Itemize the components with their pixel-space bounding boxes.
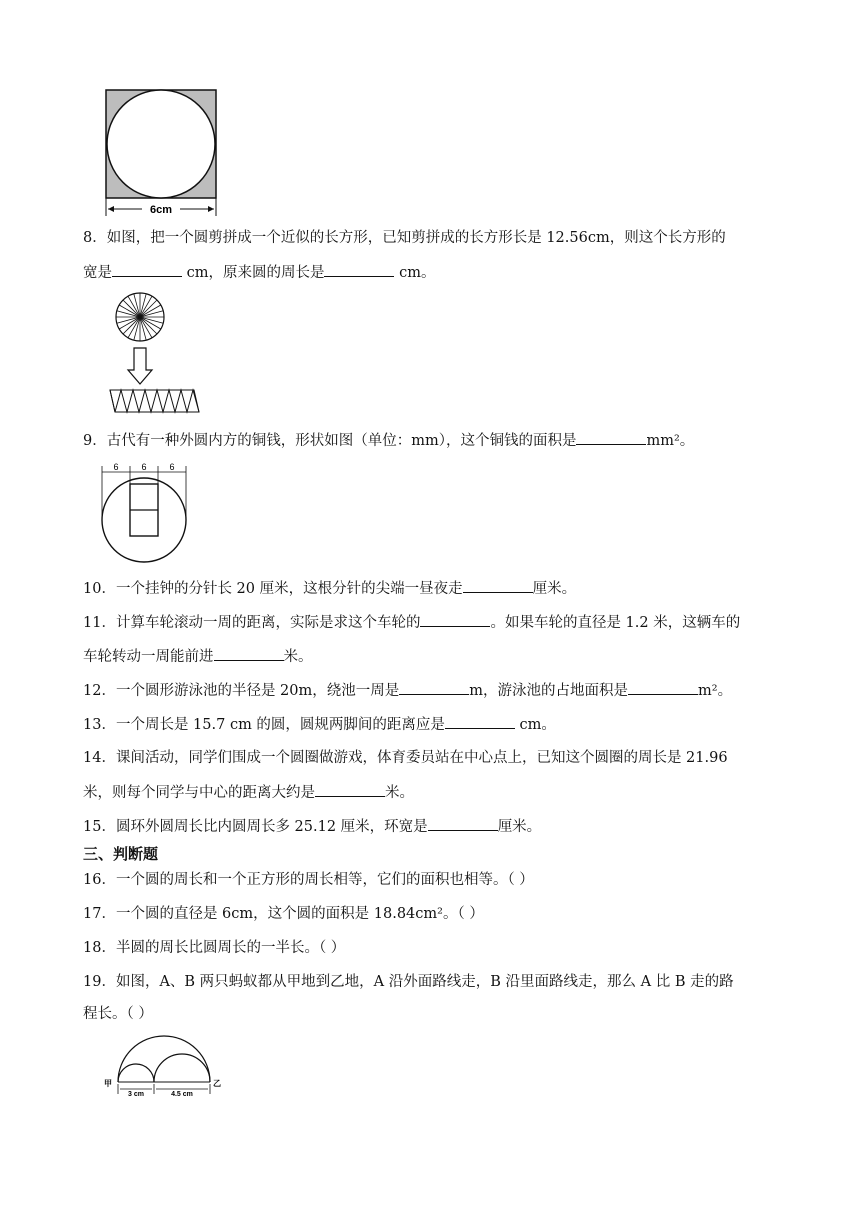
q10-text: 10．一个挂钟的分针长 20 厘米，这根分针的尖端一昼夜走 <box>83 581 463 597</box>
figure-circle-to-rectangle <box>100 292 210 416</box>
dim-label-right: 6 <box>169 462 175 472</box>
q10-line <box>83 578 576 599</box>
q17-line: 17．一个圆的直径是 6cm，这个圆的面积是 18.84cm²。（ ） <box>83 906 484 922</box>
label-seg-4-5cm: 4.5 cm <box>171 1091 193 1098</box>
label-start-jia: 甲 <box>104 1079 112 1088</box>
q13-answer-blank[interactable] <box>445 714 515 729</box>
q9-line <box>83 430 694 451</box>
q11-answer-blank-2[interactable] <box>214 646 284 661</box>
q11-text-c: 车轮转动一周能前进 <box>83 649 214 665</box>
q10-answer-blank[interactable] <box>463 578 533 593</box>
q11-line2 <box>83 646 313 667</box>
q9-unit: mm²。 <box>646 433 695 449</box>
figure-semicircle-paths <box>100 1030 222 1098</box>
q14-line1: 14．课间活动，同学们围成一个圆圈做游戏，体育委员站在中心点上，已知这个圆圈的周长是 21.96 <box>83 750 728 766</box>
q12-line <box>83 680 732 701</box>
section-heading: 三、判断题 <box>83 845 159 863</box>
q11-text-d: 米。 <box>283 649 313 665</box>
q12-answer-blank-2[interactable] <box>628 680 698 695</box>
dim-label-middle: 6 <box>141 462 147 472</box>
q9-text: 9．古代有一种外圆内方的铜钱，形状如图（单位：mm），这个铜钱的面积是 <box>83 433 577 449</box>
q8-answer-blank-circumference[interactable] <box>324 262 394 277</box>
q19-line2: 程长。（ ） <box>83 1006 153 1022</box>
q9-answer-blank[interactable] <box>576 430 646 445</box>
q8-answer-blank-width[interactable] <box>112 262 182 277</box>
q13-line <box>83 714 556 735</box>
q8-text-a: 宽是 <box>83 265 112 281</box>
label-seg-3cm: 3 cm <box>128 1091 144 1098</box>
q14-text-a: 米，则每个同学与中心的距离大约是 <box>83 785 315 801</box>
q8-line1: 8．如图，把一个圆剪拼成一个近似的长方形，已知剪拼成的长方形长是 12.56cm，则这个长方形的 <box>83 230 726 246</box>
q8-text-c: cm。 <box>394 265 436 281</box>
q8-text-b: cm，原来圆的周长是 <box>182 265 325 281</box>
q14-answer-blank[interactable] <box>315 782 385 797</box>
q12-text-a: 12．一个圆形游泳池的半径是 20m，绕池一周是 <box>83 683 400 699</box>
dim-label-6cm: 6cm <box>149 204 173 216</box>
label-end-yi: 乙 <box>213 1079 221 1088</box>
q14-text-b: 米。 <box>385 785 414 801</box>
q11-answer-blank-1[interactable] <box>420 612 490 627</box>
q8-line2 <box>83 262 435 283</box>
q13-text-b: cm。 <box>514 717 556 733</box>
q15-text-b: 厘米。 <box>497 819 542 835</box>
q12-answer-blank-1[interactable] <box>399 680 469 695</box>
q11-text-b: 。如果车轮的直径是 1.2 米，这辆车的 <box>490 615 741 631</box>
figure-coin <box>96 460 192 566</box>
q11-line1 <box>83 612 740 633</box>
q14-line2 <box>83 782 414 803</box>
q16-line: 16．一个圆的周长和一个正方形的周长相等，它们的面积也相等。（ ） <box>83 872 534 888</box>
q15-answer-blank[interactable] <box>428 816 498 831</box>
q10-unit: 厘米。 <box>532 581 577 597</box>
q11-text-a: 11．计算车轮滚动一周的距离，实际是求这个车轮的 <box>83 615 421 631</box>
q12-text-b: m，游泳池的占地面积是 <box>469 683 629 699</box>
q19-line1: 19．如图，A、B 两只蚂蚁都从甲地到乙地，A 沿外面路线走，B 沿里面路线走，那么 A 比 B 走的路 <box>83 974 734 990</box>
figure-circle-in-square <box>100 86 224 218</box>
q12-text-c: m²。 <box>698 683 733 699</box>
q18-line: 18．半圆的周长比圆周长的一半长。（ ） <box>83 940 346 956</box>
q15-text-a: 15．圆环外圆周长比内圆周长多 25.12 厘米，环宽是 <box>83 819 428 835</box>
q15-line <box>83 816 541 837</box>
q13-text-a: 13．一个周长是 15.7 cm 的圆，圆规两脚间的距离应是 <box>83 717 445 733</box>
dim-label-left: 6 <box>113 462 119 472</box>
